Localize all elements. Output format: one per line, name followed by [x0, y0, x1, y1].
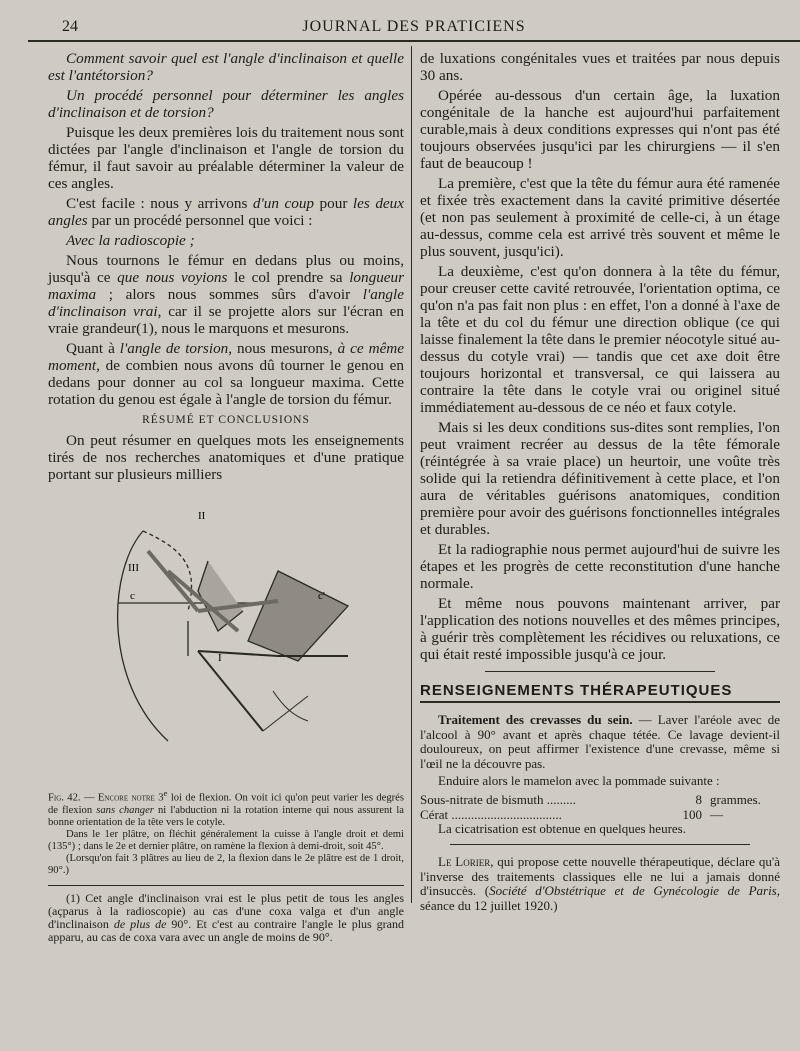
section-heading: RÉSUMÉ ET CONCLUSIONS [142, 414, 310, 426]
question-2: Un procédé personnel pour déterminer les angles d'inclinaison et de torsion? [48, 87, 404, 121]
separator [485, 671, 715, 672]
question-1: Comment savoir quel est l'angle d'inclinaison et quelle est l'antétorsion? [48, 50, 404, 84]
left-column [48, 50, 404, 947]
column-rule [411, 46, 412, 903]
prescription-line: Cérat .................................. 100 — [420, 806, 723, 822]
flexion-arc-right [143, 531, 192, 611]
pelvis-shape [248, 571, 348, 661]
footnote-rule [48, 885, 404, 886]
figure-caption: Fig. 42. — Encore notre 3e loi de flexion. On voit ici qu'on peut varier les degrés de flexion sans changer ni l'abduction ni la rotation interne qui nous assurent la bonne orientation de la tête vers le cotyle. Dans le 1er plâtre, on fléchit généralement la cuisse à l'angle droit et demi (135°) ; dans le 2e et dernier plâtre, on ramène la flexion à demi-droit, soit 45°. (Lorsqu'on fait 3 plâtres au lieu de 2, la flexion dans le 2e plâtre est de 1 droit, 90°.) [48, 788, 405, 876]
paragraph: Puisque les deux premières lois du traitement nous sont dictées par l'angle d'inclinaison et l'angle de torsion du fémur, il faut savoir au préalable déterminer la valeur de ces angles. [48, 124, 404, 192]
paragraph: Et la radiographie nous permet aujourd'hui de suivre les étapes et les progrès de cette reconstitution d'une hanche normale. [420, 541, 780, 592]
paragraph: Nous tournons le fémur en dedans plus ou moins, jusqu'à ce que nous voyions le col prendre sa longueur maxima ; alors nous sommes sûrs d'avoir l'angle d'inclinaison vrai, car il se projette alors sur l'écran en vraie grandeur(1), nous le marquons et mesurons. [48, 252, 405, 337]
figure-42 [48, 491, 404, 781]
paragraph: Et même nous pouvons maintenant arriver, par l'application des notions nouvelles et des mêmes principes, à guérir très complètement les récidives ou reluxations, ce qui était resté impossible jusqu'à ce jour. [420, 595, 780, 663]
label-ii: II [198, 510, 206, 522]
femur-flexion-illustration [48, 491, 404, 781]
section-heading-therapeutics: RENSEIGNEMENTS THÉRAPEUTIQUES [420, 682, 780, 703]
paragraph: Opérée au-dessous d'un certain âge, la luxation congénitale de la hanche est aujourd'hui parfaitement curable,mais à deux conditions expresses qui n'ont pas été toujours observées jusqu'ici par les chirurgiens — il s'en faut de beaucoup ! [420, 87, 780, 172]
paragraph: On peut résumer en quelques mots les enseignements tirés de nos recherches anatomiques et d'une pratique portant sur plusieurs milliers [48, 432, 404, 483]
running-header [28, 8, 800, 42]
paragraph: La première, c'est que la tête du fémur aura été ramenée et fixée très exactement dans la cavité primitive désertée (et non pas seulement à proximité de celle-ci, à un étage au-dessus, comme cela est arrivé très souvent et même le plus souvent, jusqu'ici). [420, 175, 780, 260]
paragraph: C'est facile : nous y arrivons d'un coup pour les deux angles par un procédé personnel que voici : [48, 195, 404, 229]
right-column [420, 50, 780, 916]
prescription-line: Sous-nitrate de bismuth ......... 8 grammes. [420, 791, 761, 807]
separator [450, 844, 750, 845]
paragraph: La deuxième, c'est qu'on donnera à la tête du fémur, pour creuser cette cavité retrouvée, l'orientation optima, ce qu'on n'a pas fait non plus : en effet, l'on a donné à l'axe de la tête et du col du fémur une direction oblique (ce qui laisse finalement la tête dans le premier néocotyle situé au-dessus du cotyle vrai) — tandis que cet axe doit être toujours horizontal et transversal, ce qui laissera au contraire la tête dans le cotyle vrai ou originel situé immédiatement au-dessous de ce néo et faux cotyle. [420, 263, 780, 416]
flexion-arc-left [118, 531, 168, 741]
therapeutics-section: Traitement des crevasses du sein. — Laver l'aréole avec de l'alcool à 90° avant et après chaque tétée. Ce lavage devient-il douloureux, on peut affirmer l'existence d'une crevasse, même si l'œil ne la découvre pas. Enduire alors le mamelon avec la pommade suivante : Sous-nitrate de bismuth ......... 8 grammes. Cérat .................................. 100 — La cicatrisation est obtenue en quelques heures. Le Lorier, qui propose cette nouvelle thérapeutique, déclare qu'à l'inverse des traitements classiques elle ne lui a jamais donné d'insuccès. (Société d'Obstétrique et de Gynécologie de Paris, séance du 12 juillet 1920.) [420, 712, 780, 913]
paragraph: Avec la radioscopie ; [66, 232, 195, 249]
label-c-prime: c' [318, 590, 325, 602]
journal-title: JOURNAL DES PRATICIENS [302, 18, 526, 35]
label-c: c [130, 590, 135, 602]
footnote: (1) Cet angle d'inclinaison vrai est le plus petit de tous les angles (açparus à la radioscopie) au cas d'une coxa valga et d'un angle d'inclinaison de plus de 90°. Et c'est au contraire l'angle le plus grand apparu, au cas de coxa vara avec un angle de moins de 90°. [48, 890, 405, 944]
paragraph: Quant à l'angle de torsion, nous mesurons, à ce même moment, de combien nous avons dû tourner le genou en dedans pour donner au col sa longueur maxima. Cette rotation du genou est égale à l'angle de torsion du fémur. [48, 340, 405, 408]
signature-mark [273, 691, 308, 721]
label-i: I [218, 652, 222, 664]
page-number: 24 [62, 18, 78, 35]
femur-shape [198, 561, 243, 631]
label-iii: III [128, 562, 139, 574]
paragraph: de luxations congénitales vues et traitées par nous depuis 30 ans. [420, 50, 780, 84]
paragraph: Mais si les deux conditions sus-dites sont remplies, l'on peut vraiment recréer au dessus de la tête fémorale (réintégrée à sa vraie place) un heurtoir, une voûte très solide qui la retiendra définitivement à cette place, et l'on aura de véritables guérisons anatomiques, condition première pour avoir des guérisons fonctionnelles intégrales et durables. [420, 419, 780, 538]
